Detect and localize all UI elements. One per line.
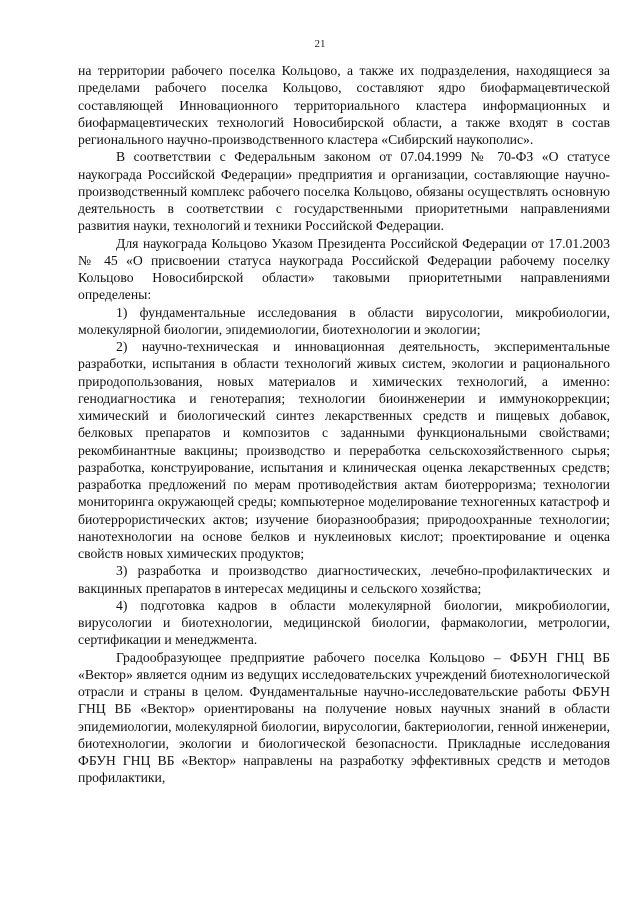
list-item-1: 1) фундаментальные исследования в области вирусологии, микробиологии, молекулярной биологии, эпидемиологии, биотехнологии и экологии; [78,304,610,337]
page-number: 21 [314,38,326,50]
list-item-3: 3) разработка и производство диагностических, лечебно-профилактических и вакцинных препаратов в интересах медицины и сельского хозяйства; [78,563,610,596]
paragraph-4: Градообразующее предприятие рабочего поселка Кольцово – ФБУН ГНЦ ВБ «Вектор» является одним из ведущих исследовательских учреждений биотехнологической отрасли и страны в целом. Фундаментальные научно-исследовательские работы ФБУН ГНЦ ВБ «Вектор» ориентированы на получение новых научных знаний в области эпидемиологии, молекулярной биологии, вирусологии, бактериологии, генной инженерии, биотехнологии, экологии и биологической безопасности. Прикладные исследования ФБУН ГНЦ ВБ «Вектор» направлены на разработку эффективных средств и методов профилактики, [78,649,610,786]
list-item-4: 4) подготовка кадров в области молекулярной биологии, микробиологии, вирусологии и биотехнологии, медицинской биологии, фармакологии, метрологии, сертификации и менеджмента. [78,597,610,648]
paragraph-2: В соответствии с Федеральным законом от 07.04.1999 № 70-ФЗ «О статусе наукограда Российской Федерации» предприятия и организации, составляющие научно-производственный комплекс рабочего поселка Кольцово, обязаны осуществлять основную деятельность в соответствии с государственными приоритетными направлениями развития науки, технологий и техники Российской Федерации. [78,149,610,234]
body-text [78,62,610,787]
paragraph-3: Для наукограда Кольцово Указом Президента Российской Федерации от 17.01.2003 № 45 «О присвоении статуса наукограда Российской Федерации рабочему поселку Кольцово Новосибирской области» таковыми приоритетными направлениями определены: [78,235,610,303]
paragraph-1: на территории рабочего поселка Кольцово, а также их подразделения, находящиеся за пределами рабочего поселка Кольцово, составляют ядро биофармацевтической составляющей Инновационного территориального кластера информационных и биофармацевтических технологий Новосибирской области, а также входят в состав регионального научно-производственного кластера «Сибирский наукополис». [78,63,610,147]
list-item-2: 2) научно-техническая и инновационная деятельность, экспериментальные разработки, испытания в области технологий живых систем, экологии и рационального природопользования, новых материалов и химических технологий, а именно: генодиагностика и генотерапия; технологии биоинженерии и иммунокоррекции; химический и биологический синтез лекарственных средств и пищевых добавок, белковых препаратов и композитов с заданными функциональными свойствами; рекомбинантные вакцины; производство и переработка сельскохозяйственного сырья; разработка, конструирование, испытания и клиническая оценка лекарственных средств; разработка предложений по мерам противодействия актам биотерроризма; технологии мониторинга окружающей среды; компьютерное моделирование техногенных катастроф и биотеррористических актов; изучение биоразнообразия; природоохранные технологии; нанотехнологии на основе белков и нуклеиновых кислот; проектирование и оценка свойств новых химических продуктов; [78,339,610,561]
